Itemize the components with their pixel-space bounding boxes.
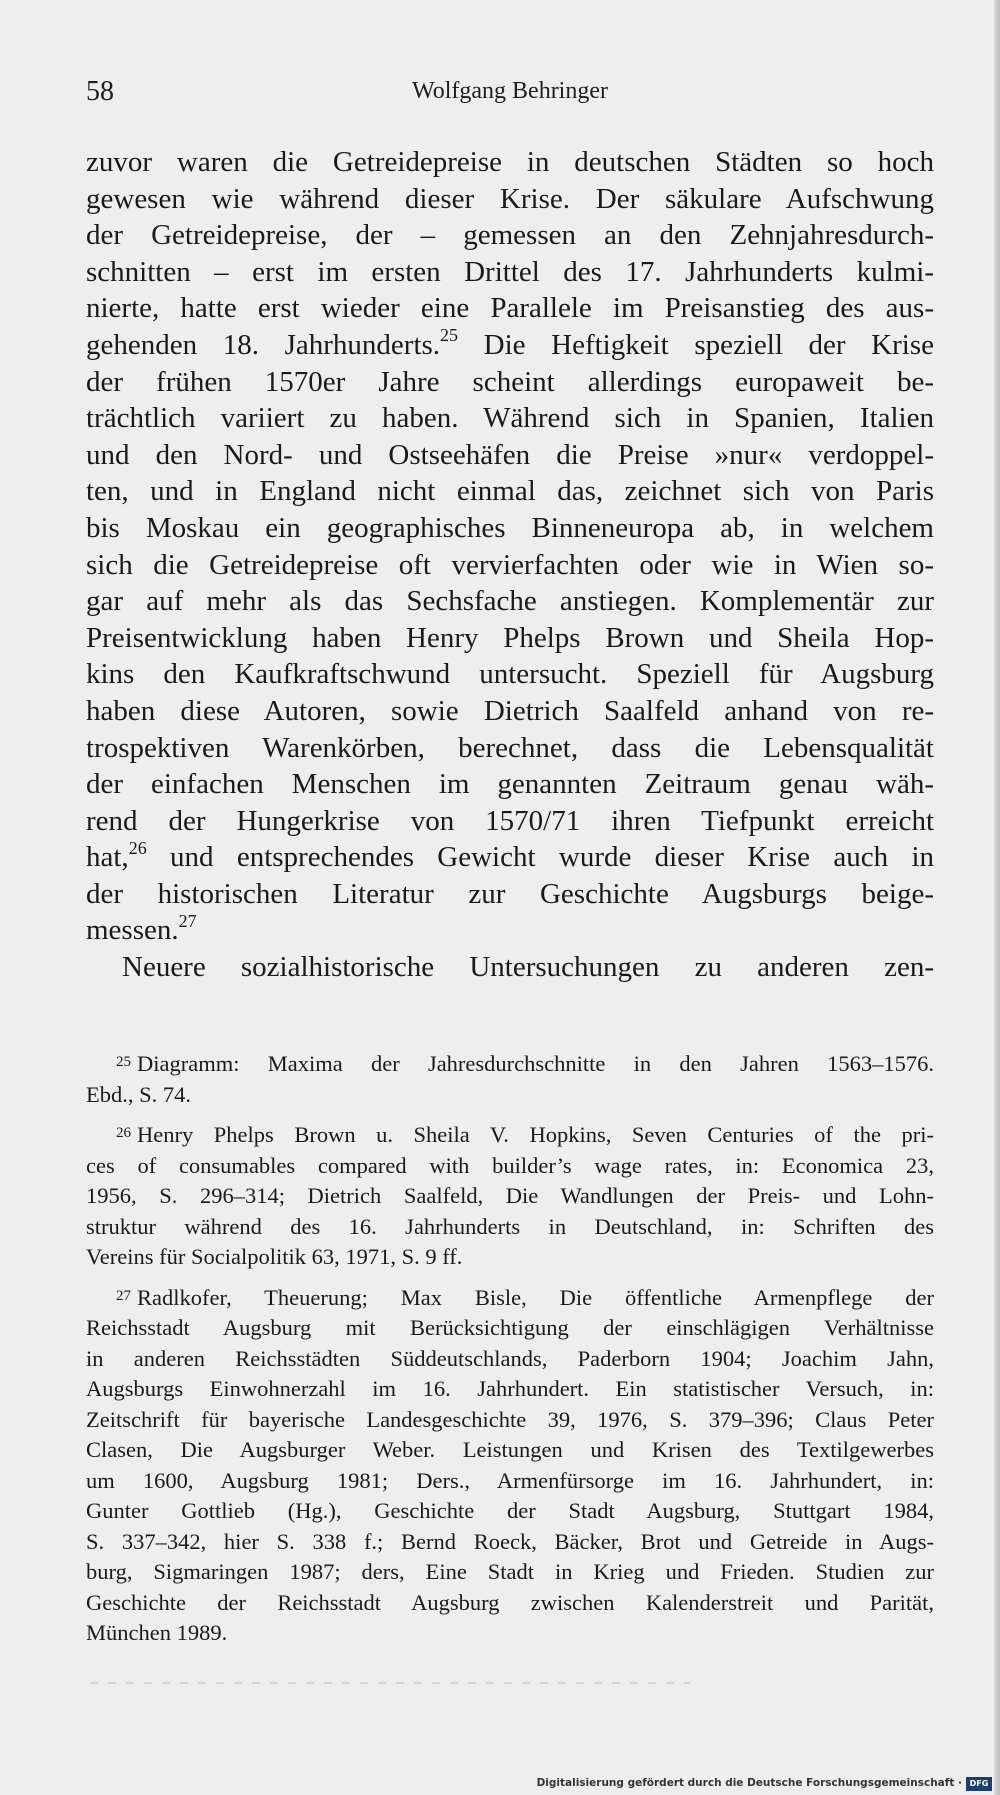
footnote-reference: 25 [440, 325, 459, 346]
body-line-text: trospektiven Warenkörben, berechnet, dass die Lebensqualität [86, 731, 934, 764]
body-line-text: kins den Kaufkraftschwund untersucht. Speziell für Augsburg [86, 658, 934, 691]
body-line-text: der frühen 1570er Jahre scheint allerdings europaweit be- [86, 365, 934, 398]
footnote-line [86, 1181, 934, 1212]
footnote-line [86, 1313, 934, 1344]
body-line [86, 290, 934, 327]
body-line [86, 876, 934, 913]
body-line [86, 839, 934, 876]
body-line-text: ten, und in England nicht einmal das, zeichnet sich von Paris [86, 475, 934, 508]
page-header [86, 76, 934, 116]
footnote-line-text: 1956, S. 296–314; Dietrich Saalfeld, Die Wandlungen der Preis- und Lohn- [86, 1183, 934, 1208]
footnotes [86, 1047, 934, 1657]
body-line-text: der historischen Literatur zur Geschichte Augsburgs beige- [86, 877, 934, 910]
body-line [86, 912, 934, 949]
footnote-line-text: Ebd., S. 74. [86, 1081, 192, 1107]
footnote-line [86, 1496, 934, 1527]
footnote-line [86, 1281, 934, 1314]
body-line [86, 803, 934, 840]
footnote-line-text: Vereins für Socialpolitik 63, 1971, S. 9 ff. [86, 1244, 463, 1269]
body-line-text: und den Nord- und Ostseehäfen die Preise »nur« verdoppel- [86, 438, 934, 471]
running-head: Wolfgang Behringer [411, 78, 608, 104]
footnote-line-text: ces of consumables compared with builder’s wage rates, in: Economica 23, [86, 1152, 934, 1178]
footnote-line [86, 1557, 934, 1588]
footnote-line-text: München 1989. [86, 1620, 228, 1645]
footnote-line-text: Clasen, Die Augsburger Weber. Leistungen und Krisen des Textilgewerbes [86, 1437, 934, 1462]
body-line-text: der Getreidepreise, der – gemessen an den Zehnjahresdurch- [86, 219, 934, 252]
body-line-text: Die Heftigkeit speziell der Krise [458, 328, 934, 361]
body-line-text: und entsprechendes Gewicht wurde dieser Krise auch in [146, 841, 934, 874]
body-line [86, 327, 934, 364]
footnote-line-text: in anderen Reichsstädten Süddeutschlands, Paderborn 1904; Joachim Jahn, [86, 1345, 934, 1371]
footnote-line [86, 1374, 934, 1405]
footnote-line-text: Diagramm: Maxima der Jahresdurchschnitte in den Jahren 1563–1576. [137, 1051, 934, 1076]
footnote-line [86, 1618, 934, 1649]
body-line [86, 217, 934, 254]
body-line-text: messen. [86, 914, 179, 947]
footnote-reference: 27 [178, 910, 197, 931]
footnote-number: 27 [116, 1287, 131, 1304]
body-line [86, 144, 934, 181]
footnote-line [86, 1047, 934, 1080]
footnote-line-text: Augsburgs Einwohnerzahl im 16. Jahrhundert. Ein statistischer Versuch, in: [86, 1376, 934, 1401]
digitization-credit: Digitalisierung gefördert durch die Deutsche Forschungsgemeinschaft · [536, 1777, 962, 1789]
body-line [86, 766, 934, 803]
footnote-line [86, 1405, 934, 1436]
bleed-through-mark [90, 1682, 690, 1684]
footnote-line [86, 1118, 934, 1151]
footnote-27 [86, 1281, 934, 1649]
body-line [86, 656, 934, 693]
footnote-line [86, 1527, 934, 1558]
body-line [86, 400, 934, 437]
footnote-line-text: Zeitschrift für bayerische Landesgeschichte 39, 1976, S. 379–396; Claus Peter [86, 1406, 934, 1432]
footnote-number: 26 [116, 1125, 131, 1141]
footnote-line [86, 1242, 934, 1273]
footnote-line-text: Radlkofer, Theuerung; Max Bisle, Die öffentliche Armenpflege der [137, 1284, 934, 1310]
body-line-text: rend der Hungerkrise von 1570/71 ihren Tiefpunkt erreicht [86, 804, 934, 837]
body-line-text: schnitten – erst im ersten Drittel des 17. Jahrhunderts kulmi- [86, 255, 934, 288]
body-line-text: sich die Getreidepreise oft vervierfachten oder wie in Wien so- [86, 548, 934, 581]
body-line-text: gehenden 18. Jahrhunderts. [86, 328, 441, 361]
footnote-line-text: Geschichte der Reichsstadt Augsburg zwischen Kalenderstreit und Parität, [86, 1589, 934, 1615]
footnote-reference: 26 [128, 837, 147, 858]
body-line [86, 620, 934, 657]
footnote-line-text: Reichsstadt Augsburg mit Berücksichtigung der einschlägigen Verhältnisse [86, 1315, 934, 1340]
footnote-line [86, 1344, 934, 1375]
body-line-text: bis Moskau ein geographisches Binneneuropa ab, in welchem [86, 511, 934, 544]
body-line-text: trächtlich variiert zu haben. Während sich in Spanien, Italien [86, 402, 934, 435]
body-line-text: der einfachen Menschen im genannten Zeitraum genau wäh- [86, 768, 934, 801]
footnote-line-text: Henry Phelps Brown u. Sheila V. Hopkins, Seven Centuries of the pri- [137, 1122, 934, 1147]
footnote-25 [86, 1047, 934, 1110]
footnote-line [86, 1466, 934, 1497]
body-line-text: gewesen wie während dieser Krise. Der säkulare Aufschwung [86, 182, 934, 215]
footnote-line [86, 1212, 934, 1243]
footnote-line [86, 1080, 934, 1111]
footnote-line-text: S. 337–342, hier S. 338 f.; Bernd Roeck, Bäcker, Brot und Getreide in Augs- [86, 1528, 934, 1554]
footnote-line-text: struktur während des 16. Jahrhunderts in Deutschland, in: Schriften des [86, 1213, 934, 1239]
body-line [86, 437, 934, 474]
footnote-number: 25 [116, 1054, 131, 1070]
body-line-text: Preisentwicklung haben Henry Phelps Brown und Sheila Hop- [86, 621, 934, 654]
footnote-26 [86, 1118, 934, 1273]
body-line [86, 473, 934, 510]
dfg-logo: DFG [966, 1777, 992, 1791]
body-line-text: haben diese Autoren, sowie Dietrich Saalfeld anhand von re- [86, 694, 934, 727]
footnote-line [86, 1151, 934, 1182]
footnote-line-text: Gunter Gottlieb (Hg.), Geschichte der Stadt Augsburg, Stuttgart 1984, [86, 1498, 934, 1523]
body-line [86, 364, 934, 401]
body-line [86, 254, 934, 291]
body-line [86, 693, 934, 730]
footnote-line [86, 1588, 934, 1619]
body-line-text: zuvor waren die Getreidepreise in deutschen Städten so hoch [86, 146, 934, 178]
body-line [86, 730, 934, 767]
footnote-line [86, 1435, 934, 1466]
body-line [86, 949, 934, 986]
body-text [86, 144, 934, 986]
body-line [86, 547, 934, 584]
page-edge [994, 0, 1000, 1795]
body-line [86, 583, 934, 620]
body-line-text: hat, [86, 841, 129, 874]
footnote-line-text: burg, Sigmaringen 1987; ders, Eine Stadt in Krieg und Frieden. Studien zur [86, 1559, 934, 1584]
body-line-text: nierte, hatte erst wieder eine Parallele im Preisanstieg des aus- [86, 292, 934, 325]
body-line [86, 510, 934, 547]
body-line-text: gar auf mehr als das Sechsfache anstiegen. Komplementär zur [86, 585, 934, 618]
body-line-text: Neuere sozialhistorische Untersuchungen zu anderen zen- [122, 951, 934, 984]
footnote-line-text: um 1600, Augsburg 1981; Ders., Armenfürsorge im 16. Jahrhundert, in: [86, 1467, 934, 1493]
body-line [86, 181, 934, 218]
page-number: 58 [86, 76, 114, 107]
